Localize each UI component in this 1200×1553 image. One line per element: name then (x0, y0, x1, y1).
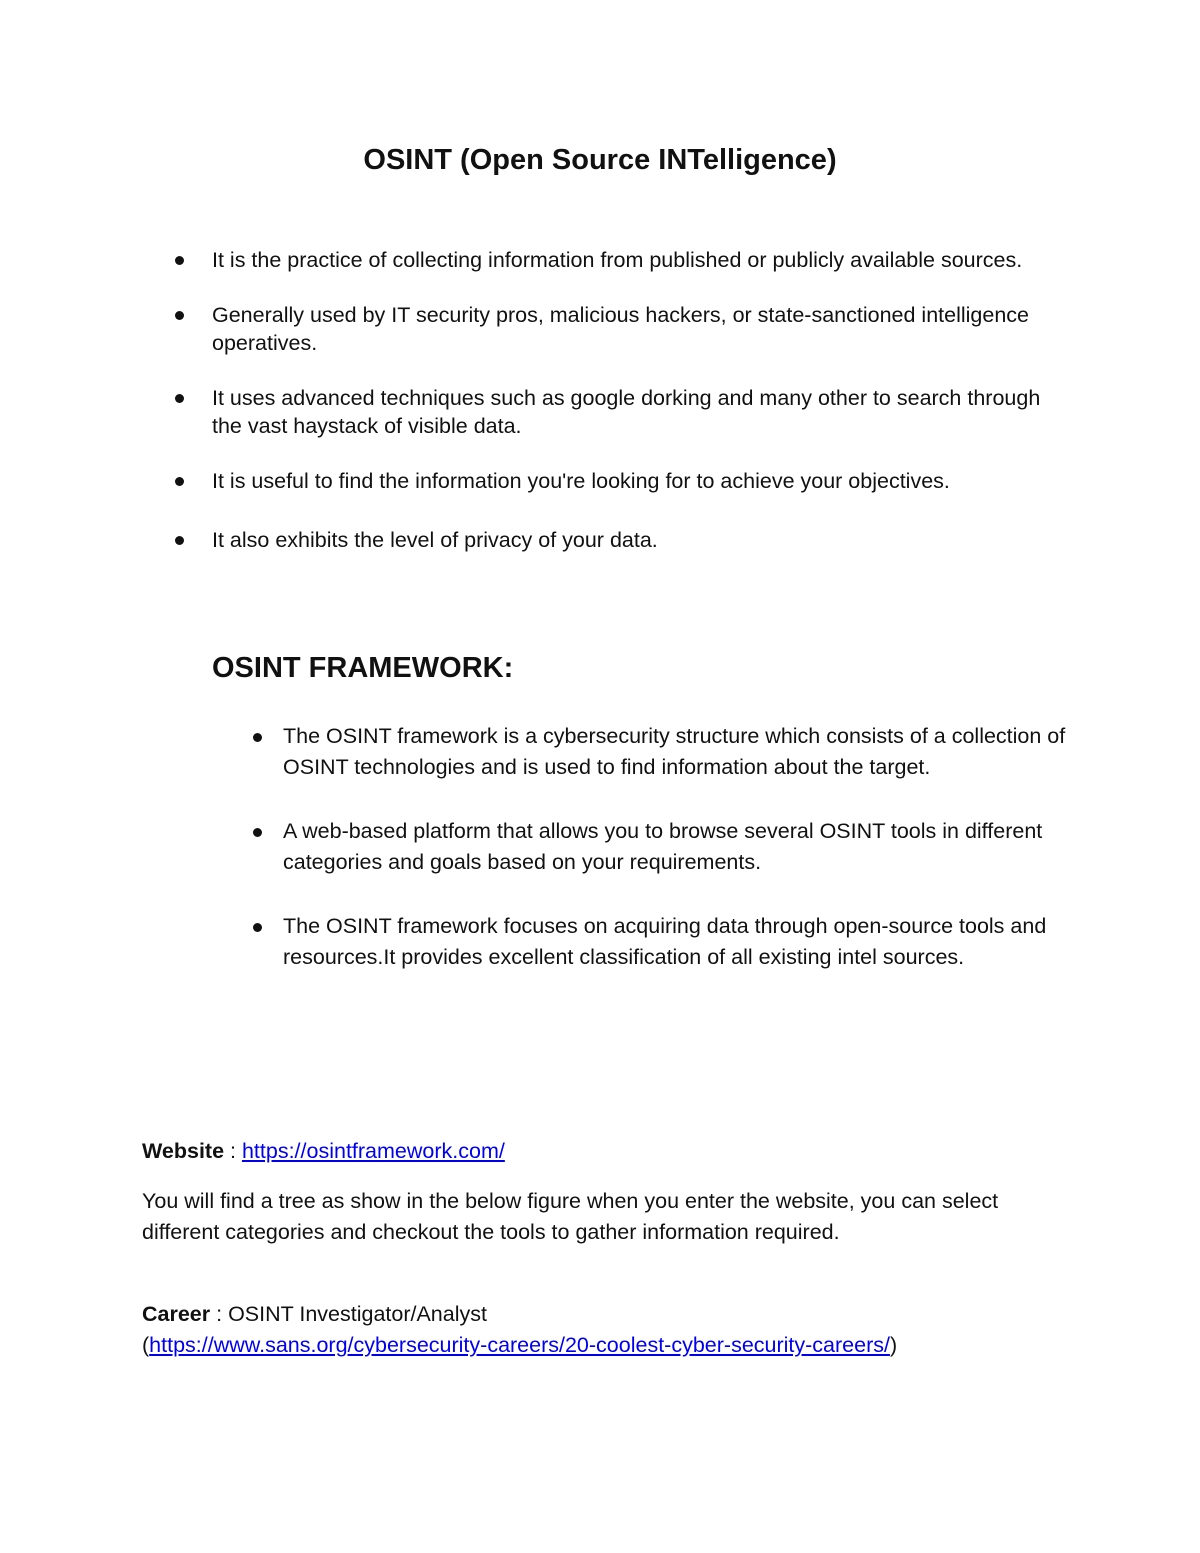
list-item-text: It uses advanced techniques such as google dorking and many other to search through the vast haystack of visible data. (212, 386, 1041, 438)
list-item-text: Generally used by IT security pros, malicious hackers, or state-sanctioned intelligence operatives. (212, 303, 1029, 355)
page-title: OSINT (Open Source INTelligence) (363, 144, 837, 176)
career-label: Career (142, 1302, 211, 1326)
list-item-text: It also exhibits the level of privacy of your data. (212, 528, 658, 552)
list-item-text: It is the practice of collecting information from published or publicly available sources. (212, 248, 1023, 272)
bullet-icon (253, 828, 262, 837)
career-separator: : (210, 1302, 229, 1326)
framework-bullet-list (283, 721, 1073, 973)
website-line (142, 1136, 1062, 1167)
tree-note-paragraph: You will find a tree as show in the below figure when you enter the website, you can select different categories and checkout the tools to gather information required. (142, 1189, 999, 1244)
list-item (283, 911, 1073, 973)
list-item-text: It is useful to find the information you're looking for to achieve your objectives. (212, 469, 950, 493)
bullet-icon (175, 536, 184, 545)
list-item-text: The OSINT framework is a cybersecurity structure which consists of a collection of OSINT technologies and is used to find information about the target. (283, 724, 1066, 779)
career-open-paren: ( (142, 1333, 150, 1357)
career-role: OSINT Investigator/Analyst (228, 1302, 487, 1326)
bullet-icon (253, 923, 262, 932)
list-item (283, 721, 1073, 783)
website-label: Website (142, 1139, 225, 1163)
list-item-text: The OSINT framework focuses on acquiring data through open-source tools and resources.It provides excellent classification of all existing intel sources. (283, 914, 1047, 969)
framework-heading: OSINT FRAMEWORK: (212, 652, 514, 684)
list-item (283, 816, 1073, 878)
career-close-paren: ) (889, 1333, 898, 1357)
bullet-icon (253, 733, 262, 742)
bullet-icon (175, 311, 184, 320)
list-item (212, 526, 1072, 554)
bullet-icon (175, 394, 184, 403)
website-separator: : (224, 1139, 242, 1163)
list-item-text: A web-based platform that allows you to browse several OSINT tools in different categories and goals based on your requirements. (283, 819, 1043, 874)
career-link[interactable]: https://www.sans.org/cybersecurity-careers/20-coolest-cyber-security-careers/ (149, 1333, 890, 1357)
bullet-icon (175, 477, 184, 486)
list-item (212, 467, 1072, 495)
intro-bullet-list (212, 246, 1072, 554)
list-item (212, 384, 1072, 440)
website-link[interactable]: https://osintframework.com/ (241, 1139, 505, 1163)
list-item (212, 301, 1072, 357)
list-item (212, 246, 1072, 274)
bullet-icon (175, 256, 184, 265)
career-line (142, 1299, 1062, 1361)
